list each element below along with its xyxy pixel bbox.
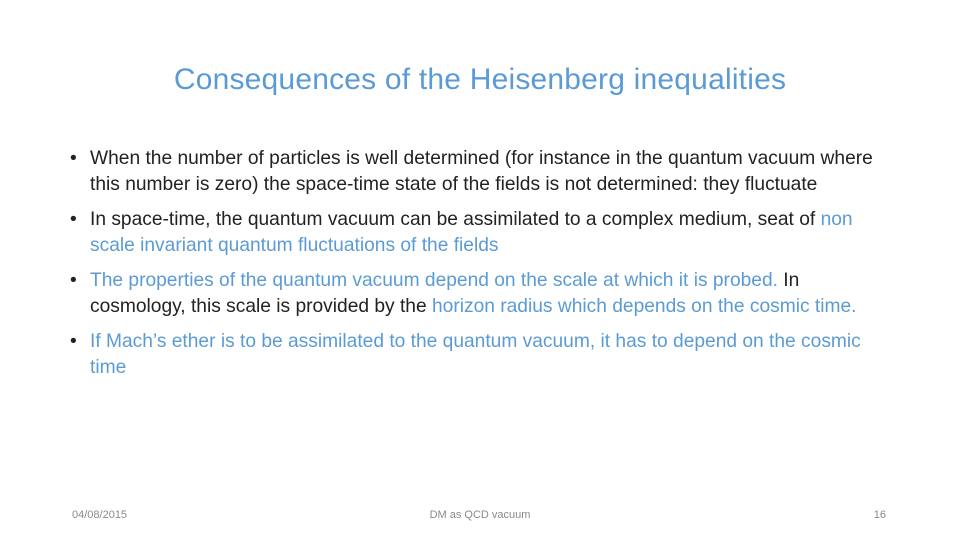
bullet-dot-icon: • — [70, 148, 77, 169]
bullet-highlight-text: horizon radius which depends on the cosmic time. — [431, 296, 857, 317]
bullet-text: When the number of particles is well determined (for instance in the quantum vacuum where this number is zero) the space-time state of the fields is not determined: they fluctuate — [90, 148, 873, 195]
footer-date: 04/08/2015 — [72, 509, 128, 521]
bullet-text: In cosmology, this scale is provided by the — [90, 270, 800, 317]
footer-title: DM as QCD vacuum — [429, 509, 531, 521]
bullet-item — [70, 329, 900, 381]
slide-title: Consequences of the Heisenberg inequalities — [173, 63, 787, 96]
bullet-dot-icon: • — [70, 209, 77, 230]
bullet-item — [70, 146, 900, 198]
bullet-item — [70, 207, 900, 259]
bullet-dot-icon: • — [70, 270, 77, 291]
bullet-dot-icon: • — [70, 331, 77, 352]
slide-number: 16 — [873, 509, 886, 521]
bullet-highlight-text: non scale invariant quantum fluctuations of the fields — [90, 209, 853, 256]
bullet-highlight-text: The properties of the quantum vacuum depend on the scale at which it is probed. — [90, 270, 778, 291]
bullet-list — [70, 146, 900, 390]
bullet-highlight-text: If Mach’s ether is to be assimilated to the quantum vacuum, it has to depend on the cosmic time — [90, 331, 861, 378]
bullet-item — [70, 268, 900, 320]
bullet-text: In space-time, the quantum vacuum can be assimilated to a complex medium, seat of — [90, 209, 821, 230]
